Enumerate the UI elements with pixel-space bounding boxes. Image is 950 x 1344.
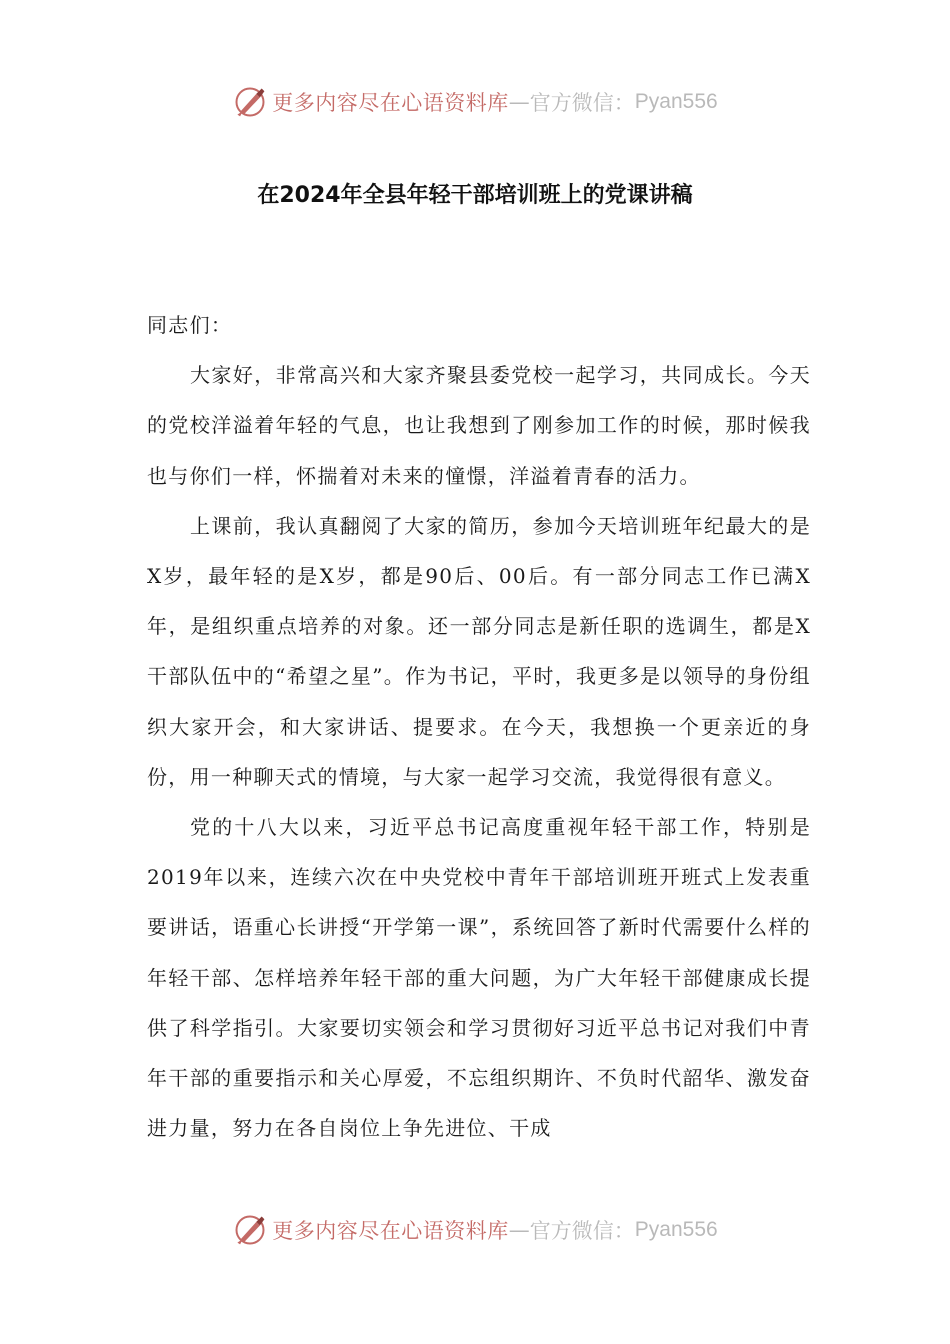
paragraph-2: 上课前，我认真翻阅了大家的简历，参加今天培训班年纪最大的是X岁，最年轻的是X岁，都是90后、00后。有一部分同志工作已满X年，是组织重点培养的对象。还一部分同志是新任职的选调生，都是X干部队伍中的“希望之星”。作为书记，平时，我更多是以领导的身份组织大家开会，和大家讲话、提要求。在今天，我想换一个更亲近的身份，用一种聊天式的情境，与大家一起学习交流，我觉得很有意义。 [147, 513, 811, 789]
watermark-wechat-id: Pyan556 [634, 1218, 718, 1241]
paragraph-1: 大家好，非常高兴和大家齐聚县委党校一起学习，共同成长。今天的党校洋溢着年轻的气息，也让我想到了刚参加工作的时候，那时候我也与你们一样，怀揣着对未来的憧憬，洋溢着青春的活力。 [147, 363, 811, 488]
document-body [147, 300, 811, 1153]
watermark-wechat-label: 官方微信： [529, 1219, 635, 1243]
salutation: 同志们： [147, 313, 233, 337]
watermark-wechat-label: 官方微信： [529, 91, 635, 115]
watermark-separator: — [508, 1218, 530, 1242]
watermark-text: 更多内容尽在心语资料库 [272, 91, 509, 115]
document-title: 在2024年全县年轻干部培训班上的党课讲稿 [257, 183, 693, 208]
watermark-header [0, 82, 950, 122]
pen-logo-icon [232, 84, 268, 120]
watermark-separator: — [508, 90, 530, 114]
watermark-wechat-id: Pyan556 [634, 90, 718, 113]
pen-logo-icon [232, 1212, 268, 1248]
paragraph-3: 党的十八大以来，习近平总书记高度重视年轻干部工作，特别是2019年以来，连续六次在中央党校中青年干部培训班开班式上发表重要讲话，语重心长讲授“开学第一课”，系统回答了新时代需要什么样的年轻干部、怎样培养年轻干部的重大问题，为广大年轻干部健康成长提供了科学指引。大家要切实领会和学习贯彻好习近平总书记对我们中青年干部的重要指示和关心厚爱，不忘组织期许、不负时代韶华、激发奋进力量，努力在各自岗位上争先进位、干成 [147, 815, 811, 1141]
watermark-footer [0, 1210, 950, 1250]
watermark-text: 更多内容尽在心语资料库 [272, 1219, 509, 1243]
